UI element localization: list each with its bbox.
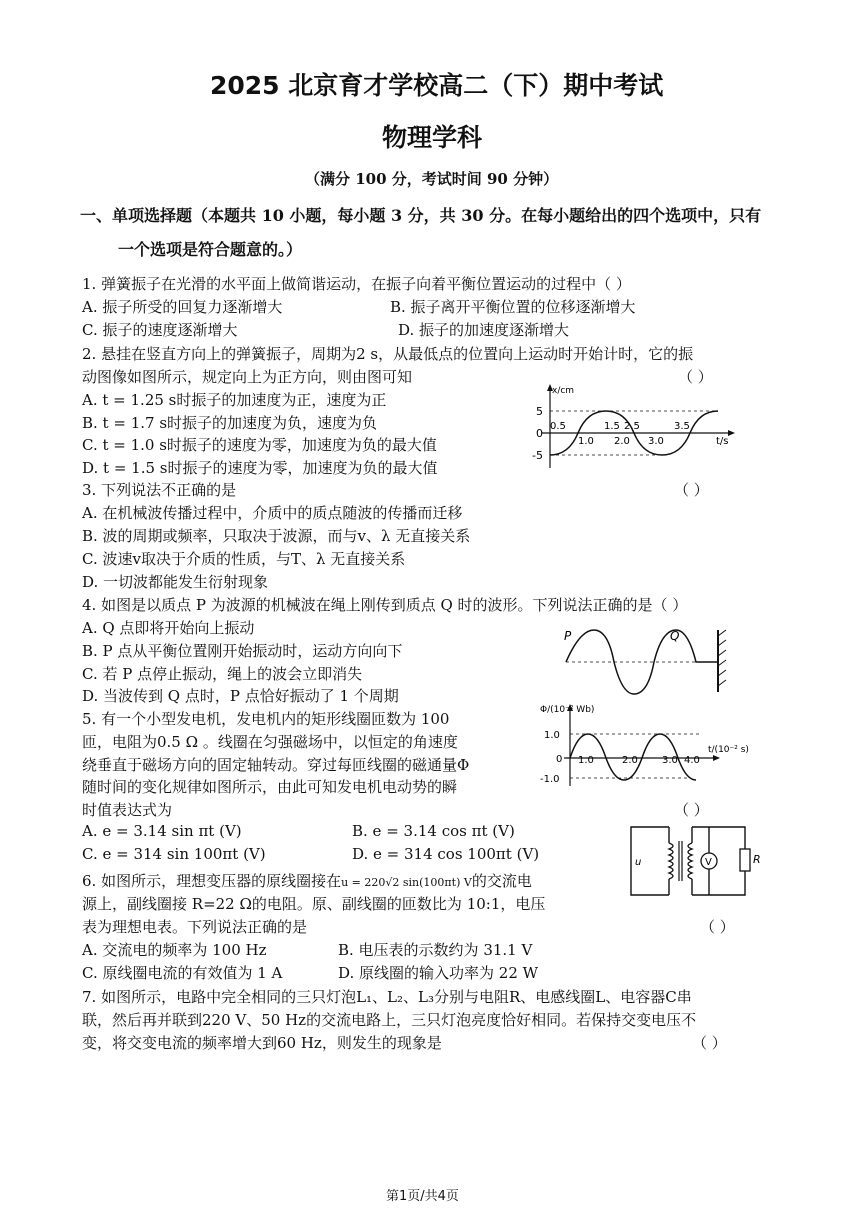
q5-option-a: A. e = 3.14 sin πt (V) [82, 822, 242, 840]
q5-line-1: 5. 有一个小型发电机，发电机内的矩形线圈匝数为 100 [82, 710, 450, 728]
q5-t-4: 4.0 [684, 755, 700, 766]
q2-y-neg: -5 [532, 449, 543, 462]
q6-line-2: 源上，副线圈接 R=22 Ω的电阻。原、副线圈的匝数比为 10:1，电压 [82, 895, 546, 913]
q2-t-05: 0.5 [550, 421, 566, 432]
q6-resistor-label: R [753, 853, 761, 866]
q5-line-3: 绕垂直于磁场方向的固定轴转动。穿过每匝线圈的磁通量Φ [82, 756, 470, 774]
q6-bracket: （ ） [700, 918, 735, 936]
q2-bracket: （ ） [678, 368, 713, 386]
q5-t-1: 1.0 [578, 755, 594, 766]
q5-line-2: 匝，电阻为0.5 Ω 。线圈在匀强磁场中，以恒定的角速度 [82, 733, 458, 751]
page-title: 2025 北京育才学校高二（下）期中考试 [210, 71, 664, 100]
section-heading-2: 一个选项是符合题意的。） [118, 240, 303, 259]
q5-x-label: t/(10⁻² s) [708, 745, 749, 755]
q5-y-zero: 0 [556, 754, 563, 765]
page-number: 第1页/共4页 [386, 1189, 459, 1204]
q6-line-1b: 的交流电 [471, 872, 532, 890]
q5-y-label: Φ/(10⁻² Wb) [540, 705, 595, 715]
q6-line-1a: 6. 如图所示，理想变压器的原线圈接在 [82, 872, 342, 890]
q3-option-a: A. 在机械波传播过程中，介质中的质点随波的传播而迁移 [82, 504, 463, 522]
q5-flux-graph [530, 700, 770, 790]
q5-bracket: （ ） [674, 801, 709, 819]
q3-bracket: （ ） [674, 481, 709, 499]
q5-option-d: D. e = 314 cos 100πt (V) [352, 845, 540, 863]
subject-title: 物理学科 [382, 123, 483, 152]
q7-line-3: 变，将交变电流的频率增大到60 Hz，则发生的现象是 [82, 1034, 442, 1052]
q6-transformer-circuit [625, 823, 765, 899]
q7-line-1: 7. 如图所示，电路中完全相同的三只灯泡L₁、L₂、L₃分别与电阻R、电感线圈L、电容器C串 [82, 988, 692, 1006]
exam-note: （满分 100 分，考试时间 90 分钟） [305, 170, 559, 188]
q4-wave-graph [558, 626, 738, 696]
q6-formula: u = 220√2 sin(100πt) V [341, 876, 472, 889]
q7-line-2: 联，然后再并联到220 V、50 Hz的交流电路上，三只灯泡亮度恰好相同。若保持交变电压不 [82, 1011, 697, 1029]
q5-t-3: 3.0 [662, 755, 678, 766]
q4-option-b: B. P 点从平衡位置刚开始振动时，运动方向向下 [82, 642, 403, 660]
q2-t-10: 1.0 [578, 436, 594, 447]
q2-y-label: x/cm [552, 386, 575, 396]
q6-option-b: B. 电压表的示数约为 31.1 V [338, 941, 533, 959]
q4-stem: 4. 如图是以质点 P 为波源的机械波在绳上刚传到质点 Q 时的波形。下列说法正确的是（ ） [82, 596, 688, 614]
q6-option-c: C. 原线圈电流的有效值为 1 A [82, 964, 283, 982]
q1-stem: 1. 弹簧振子在光滑的水平面上做简谐运动，在振子向着平衡位置运动的过程中（ ） [82, 275, 631, 293]
q1-option-c: C. 振子的速度逐渐增大 [82, 321, 238, 339]
q4-option-d: D. 当波传到 Q 点时，P 点恰好振动了 1 个周期 [82, 687, 399, 705]
q6-voltmeter-label: V [705, 857, 712, 868]
q2-t-30: 3.0 [648, 436, 664, 447]
q2-x-label: t/s [716, 436, 729, 447]
q1-option-b: B. 振子离开平衡位置的位移逐渐增大 [390, 298, 636, 316]
q5-y-neg: -1.0 [540, 774, 560, 785]
q6-line-1 [82, 870, 532, 891]
q5-y-pos: 1.0 [544, 730, 560, 741]
q2-y-pos: 5 [536, 405, 543, 418]
q3-option-d: D. 一切波都能发生衍射现象 [82, 573, 269, 591]
q4-point-p: P [564, 629, 572, 643]
q5-option-b: B. e = 3.14 cos πt (V) [352, 822, 515, 840]
q1-option-a: A. 振子所受的回复力逐渐增大 [82, 298, 283, 316]
q2-option-c: C. t = 1.0 s时振子的速度为零，加速度为负的最大值 [82, 436, 437, 454]
q5-option-c: C. e = 314 sin 100πt (V) [82, 845, 266, 863]
secondary-coil [688, 843, 692, 879]
q2-y-zero: 0 [536, 427, 543, 440]
q2-t-20: 2.0 [614, 436, 630, 447]
q2-t-35: 3.5 [674, 421, 690, 432]
primary-coil [669, 843, 673, 879]
q2-stem-1: 2. 悬挂在竖直方向上的弹簧振子，周期为2 s，从最低点的位置向上运动时开始计时，它的振 [82, 345, 694, 363]
q2-stem-2: 动图像如图所示，规定向上为正方向，则由图可知 [82, 368, 413, 386]
q6-line-3: 表为理想电表。下列说法正确的是 [82, 918, 308, 936]
q4-option-c: C. 若 P 点停止振动，绳上的波会立即消失 [82, 665, 363, 683]
q3-stem: 3. 下列说法不正确的是 [82, 481, 237, 499]
q2-option-d: D. t = 1.5 s时振子的速度为零，加速度为负的最大值 [82, 459, 438, 477]
q6-option-d: D. 原线圈的输入功率为 22 W [338, 964, 539, 982]
q1-option-d: D. 振子的加速度逐渐增大 [398, 321, 570, 339]
q5-t-2: 2.0 [622, 755, 638, 766]
q2-t-25: 2.5 [624, 421, 640, 432]
q4-option-a: A. Q 点即将开始向上振动 [82, 619, 255, 637]
section-heading-1: 一、单项选择题（本题共 10 小题，每小题 3 分，共 30 分。在每小题给出的四个选项中，只有 [80, 206, 762, 225]
q6-option-a: A. 交流电的频率为 100 Hz [82, 941, 267, 959]
rope-wave [566, 630, 718, 694]
q2-option-a: A. t = 1.25 s时振子的加速度为正，速度为正 [82, 391, 387, 409]
q3-option-b: B. 波的周期或频率，只取决于波源，而与v、λ 无直接关系 [82, 527, 471, 545]
q6-source-label: u [635, 857, 642, 868]
resistor [740, 849, 750, 871]
q3-option-c: C. 波速v取决于介质的性质，与T、λ 无直接关系 [82, 550, 406, 568]
q2-option-b: B. t = 1.7 s时振子的加速度为负，速度为负 [82, 414, 378, 432]
q2-t-15: 1.5 [604, 421, 620, 432]
q2-vibration-graph [528, 382, 738, 472]
q5-line-5: 时值表达式为 [82, 801, 173, 819]
q7-bracket: （ ） [692, 1034, 727, 1052]
q5-line-4: 随时间的变化规律如图所示，由此可知发电机电动势的瞬 [82, 778, 458, 796]
q4-point-q: Q [670, 629, 680, 643]
